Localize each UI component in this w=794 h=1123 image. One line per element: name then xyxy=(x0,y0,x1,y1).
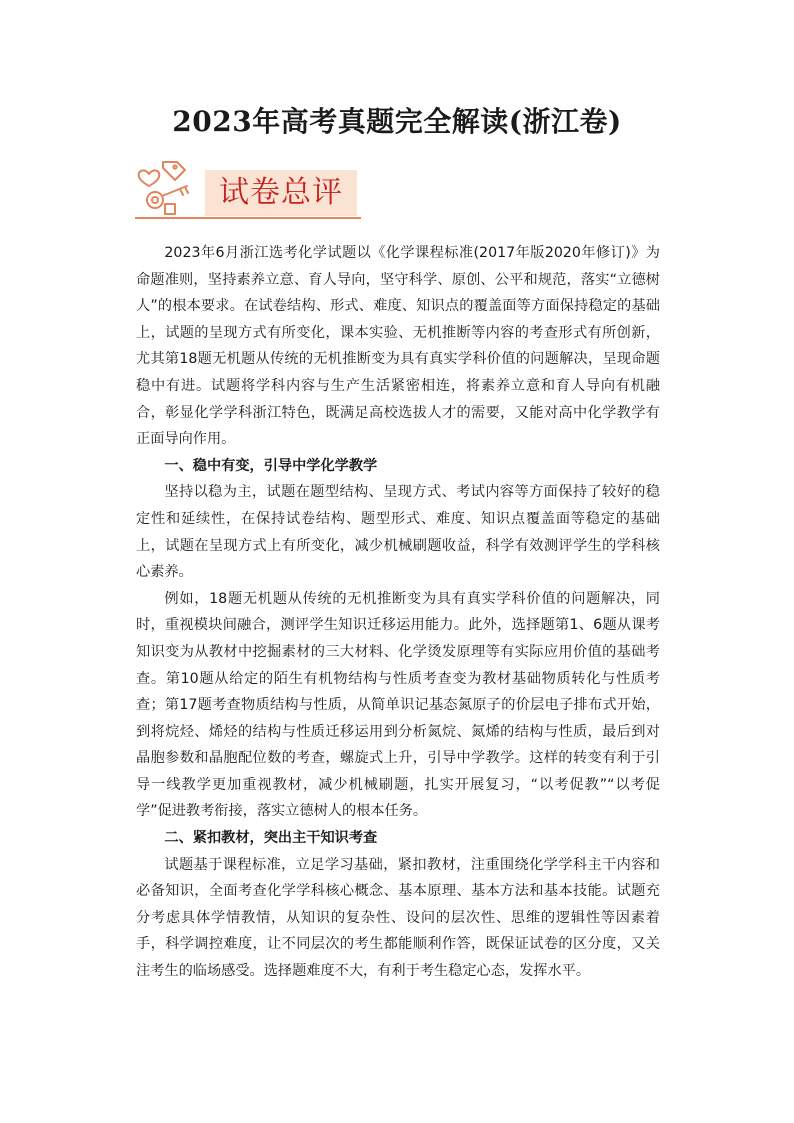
article-body xyxy=(136,240,660,985)
heart-key-icon xyxy=(135,158,205,218)
paragraph-section1-b: 例如，18题无机题从传统的无机推断变为具有真实学科价值的问题解决，同时，重视模块间融合，测评学生知识迁移运用能力。此外，选择题第1、6题从课考知识变为从教材中挖掘素材的三大材料、化学烫发原理等有实际应用价值的基础考查。第10题从给定的陌生有机物结构与性质考查变为教材基础物质转化与性质考查；第17题考查物质结构与性质，从简单识记基态氮原子的价层电子排布式开始，到将烷烃、烯烃的结构与性质迁移运用到分析氮烷、氮烯的结构与性质，最后到对晶胞参数和晶胞配位数的考查，螺旋式上升，引导中学教学。这样的转变有利于引导一线教学更加重视教材，减少机械刷题，扎实开展复习，“以考促教”“以考促学”促进教考衔接，落实立德树人的根本任务。 xyxy=(136,590,660,820)
paragraph-intro: 2023年6月浙江选考化学试题以《化学课程标准(2017年版2020年修订)》为命题准则，坚持素养立意、育人导向，坚守科学、原创、公平和规范，落实“立德树人”的根本要求。在试卷结构、形式、难度、知识点的覆盖面等方面保持稳定的基础上，试题的呈现方式有所变化，课本实验、无机推断等内容的考查形式有所创新，尤其第18题无机题从传统的无机推断变为具有真实学科价值的问题解决，呈现命题稳中有进。试题将学科内容与生产生活紧密相连，将素养立意和育人导向有机融合，彰显化学学科浙江特色，既满足高校选拔人才的需要，又能对高中化学教学有正面导向作用。 xyxy=(136,245,660,448)
section-banner xyxy=(135,158,361,220)
paragraph-section1-a: 坚持以稳为主，试题在题型结构、呈现方式、考试内容等方面保持了较好的稳定性和延续性，在保持试卷结构、题型形式、难度、知识点覆盖面等稳定的基础上，试题在呈现方式上有所变化，减少机械刷题收益，科学有效测评学生的学科核心素养。 xyxy=(136,484,660,581)
section-heading-1: 一、稳中有变，引导中学化学教学 xyxy=(164,457,378,474)
banner-label-box xyxy=(205,170,357,216)
section-heading-2: 二、紧扣教材，突出主干知识考查 xyxy=(164,830,378,847)
banner-underline xyxy=(135,217,361,219)
paragraph-section2-a: 试题基于课程标准，立足学习基础，紧扣教材，注重围绕化学学科主干内容和必备知识，全面考查化学学科核心概念、基本原理、基本方法和基本技能。试题充分考虑具体学情教情，从知识的复杂性、设问的层次性、思维的逻辑性等因素着手，科学调控难度，让不同层次的考生都能顺利作答，既保证试卷的区分度，又关注考生的临场感受。选择题难度不大，有利于考生稳定心态，发挥水平。 xyxy=(136,856,660,980)
page-title: 2023年高考真题完全解读(浙江卷) xyxy=(172,105,622,138)
banner-label: 试卷总评 xyxy=(219,175,343,210)
